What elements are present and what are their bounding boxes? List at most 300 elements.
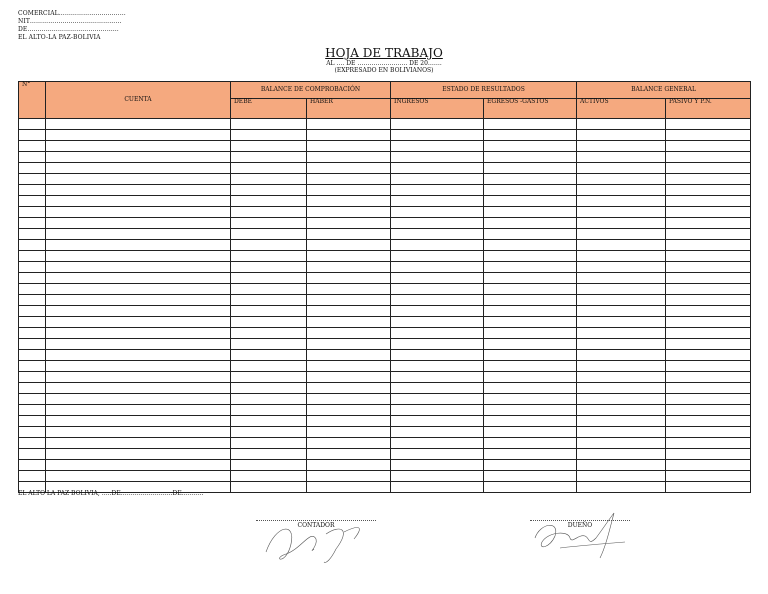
table-cell[interactable] bbox=[666, 438, 751, 449]
table-cell[interactable] bbox=[391, 284, 484, 295]
table-cell[interactable] bbox=[484, 207, 577, 218]
table-cell[interactable] bbox=[307, 262, 391, 273]
table-cell[interactable] bbox=[307, 273, 391, 284]
table-cell[interactable] bbox=[391, 372, 484, 383]
table-cell[interactable] bbox=[19, 372, 46, 383]
table-cell[interactable] bbox=[231, 317, 307, 328]
table-cell[interactable] bbox=[307, 295, 391, 306]
table-row bbox=[19, 174, 751, 185]
table-cell[interactable] bbox=[231, 460, 307, 471]
table-cell[interactable] bbox=[577, 251, 666, 262]
table-cell[interactable] bbox=[307, 372, 391, 383]
table-cell[interactable] bbox=[19, 328, 46, 339]
table-cell[interactable] bbox=[19, 152, 46, 163]
table-cell[interactable] bbox=[231, 185, 307, 196]
table-cell[interactable] bbox=[231, 306, 307, 317]
header-cuenta: CUENTA bbox=[46, 82, 231, 119]
table-cell[interactable] bbox=[307, 405, 391, 416]
table-cell[interactable] bbox=[307, 207, 391, 218]
table-cell[interactable] bbox=[391, 185, 484, 196]
table-cell[interactable] bbox=[391, 273, 484, 284]
table-cell[interactable] bbox=[19, 350, 46, 361]
table-cell[interactable] bbox=[46, 141, 231, 152]
table-row bbox=[19, 328, 751, 339]
table-cell[interactable] bbox=[577, 427, 666, 438]
table-cell[interactable] bbox=[46, 394, 231, 405]
table-cell[interactable] bbox=[484, 372, 577, 383]
table-cell[interactable] bbox=[577, 361, 666, 372]
table-cell[interactable] bbox=[231, 262, 307, 273]
table-cell[interactable] bbox=[307, 218, 391, 229]
table-cell[interactable] bbox=[19, 229, 46, 240]
table-cell[interactable] bbox=[307, 317, 391, 328]
table-cell[interactable] bbox=[19, 174, 46, 185]
table-cell[interactable] bbox=[19, 416, 46, 427]
table-cell[interactable] bbox=[46, 427, 231, 438]
table-cell[interactable] bbox=[484, 471, 577, 482]
table-row bbox=[19, 119, 751, 130]
table-cell[interactable] bbox=[391, 141, 484, 152]
table-cell[interactable] bbox=[484, 394, 577, 405]
table-cell[interactable] bbox=[231, 471, 307, 482]
table-cell[interactable] bbox=[484, 130, 577, 141]
table-cell[interactable] bbox=[577, 218, 666, 229]
table-cell[interactable] bbox=[666, 405, 751, 416]
table-cell[interactable] bbox=[484, 416, 577, 427]
table-cell[interactable] bbox=[307, 174, 391, 185]
table-cell[interactable] bbox=[391, 427, 484, 438]
table-cell[interactable] bbox=[307, 350, 391, 361]
table-cell[interactable] bbox=[19, 218, 46, 229]
table-cell[interactable] bbox=[46, 361, 231, 372]
table-cell[interactable] bbox=[666, 119, 751, 130]
table-cell[interactable] bbox=[231, 350, 307, 361]
table-cell[interactable] bbox=[484, 383, 577, 394]
table-cell[interactable] bbox=[484, 427, 577, 438]
table-cell[interactable] bbox=[307, 427, 391, 438]
table-cell[interactable] bbox=[231, 251, 307, 262]
table-cell[interactable] bbox=[666, 350, 751, 361]
table-cell[interactable] bbox=[666, 383, 751, 394]
table-cell[interactable] bbox=[46, 449, 231, 460]
table-cell[interactable] bbox=[231, 240, 307, 251]
page-title: HOJA DE TRABAJO bbox=[325, 46, 443, 60]
table-cell[interactable] bbox=[577, 295, 666, 306]
table-row bbox=[19, 460, 751, 471]
table-cell[interactable] bbox=[46, 295, 231, 306]
table-cell[interactable] bbox=[391, 196, 484, 207]
table-cell[interactable] bbox=[307, 130, 391, 141]
table-cell[interactable] bbox=[19, 141, 46, 152]
table-cell[interactable] bbox=[19, 163, 46, 174]
table-cell[interactable] bbox=[577, 460, 666, 471]
table-cell[interactable] bbox=[46, 306, 231, 317]
table-cell[interactable] bbox=[307, 460, 391, 471]
table-cell[interactable] bbox=[19, 207, 46, 218]
table-cell[interactable] bbox=[391, 339, 484, 350]
table-cell[interactable] bbox=[391, 240, 484, 251]
table-cell[interactable] bbox=[577, 449, 666, 460]
table-cell[interactable] bbox=[484, 405, 577, 416]
table-cell[interactable] bbox=[19, 185, 46, 196]
table-cell[interactable] bbox=[577, 306, 666, 317]
table-cell[interactable] bbox=[484, 273, 577, 284]
table-cell[interactable] bbox=[391, 471, 484, 482]
table-cell[interactable] bbox=[391, 482, 484, 493]
table-cell[interactable] bbox=[577, 328, 666, 339]
table-cell[interactable] bbox=[666, 284, 751, 295]
header-debe: DEBE bbox=[231, 99, 307, 119]
table-cell[interactable] bbox=[231, 174, 307, 185]
table-cell[interactable] bbox=[46, 174, 231, 185]
table-cell[interactable] bbox=[46, 196, 231, 207]
table-row bbox=[19, 130, 751, 141]
table-cell[interactable] bbox=[666, 141, 751, 152]
table-cell[interactable] bbox=[231, 141, 307, 152]
table-cell[interactable] bbox=[19, 306, 46, 317]
table-cell[interactable] bbox=[231, 207, 307, 218]
table-cell[interactable] bbox=[231, 482, 307, 493]
table-cell[interactable] bbox=[577, 141, 666, 152]
table-cell[interactable] bbox=[231, 218, 307, 229]
table-cell[interactable] bbox=[666, 471, 751, 482]
table-cell[interactable] bbox=[577, 350, 666, 361]
table-cell[interactable] bbox=[19, 119, 46, 130]
table-cell[interactable] bbox=[391, 361, 484, 372]
table-cell[interactable] bbox=[577, 438, 666, 449]
table-cell[interactable] bbox=[307, 284, 391, 295]
table-cell[interactable] bbox=[484, 119, 577, 130]
table-cell[interactable] bbox=[391, 460, 484, 471]
table-cell[interactable] bbox=[19, 295, 46, 306]
table-row bbox=[19, 372, 751, 383]
table-cell[interactable] bbox=[666, 262, 751, 273]
table-cell[interactable] bbox=[231, 119, 307, 130]
table-cell[interactable] bbox=[666, 306, 751, 317]
table-cell[interactable] bbox=[307, 416, 391, 427]
table-cell[interactable] bbox=[666, 416, 751, 427]
table-cell[interactable] bbox=[484, 482, 577, 493]
table-cell[interactable] bbox=[46, 372, 231, 383]
table-cell[interactable] bbox=[666, 361, 751, 372]
table-cell[interactable] bbox=[46, 185, 231, 196]
table-cell[interactable] bbox=[46, 262, 231, 273]
table-cell[interactable] bbox=[19, 449, 46, 460]
table-cell[interactable] bbox=[231, 229, 307, 240]
table-cell[interactable] bbox=[231, 339, 307, 350]
table-cell[interactable] bbox=[666, 273, 751, 284]
table-cell[interactable] bbox=[484, 174, 577, 185]
table-cell[interactable] bbox=[46, 328, 231, 339]
table-row bbox=[19, 295, 751, 306]
table-cell[interactable] bbox=[484, 163, 577, 174]
table-cell[interactable] bbox=[391, 229, 484, 240]
table-cell[interactable] bbox=[577, 174, 666, 185]
table-cell[interactable] bbox=[231, 361, 307, 372]
table-cell[interactable] bbox=[46, 207, 231, 218]
table-cell[interactable] bbox=[484, 141, 577, 152]
table-row bbox=[19, 152, 751, 163]
table-cell[interactable] bbox=[484, 284, 577, 295]
table-cell[interactable] bbox=[666, 152, 751, 163]
table-cell[interactable] bbox=[391, 416, 484, 427]
table-cell[interactable] bbox=[19, 284, 46, 295]
table-cell[interactable] bbox=[307, 482, 391, 493]
table-cell[interactable] bbox=[46, 383, 231, 394]
table-cell[interactable] bbox=[19, 273, 46, 284]
table-cell[interactable] bbox=[484, 152, 577, 163]
table-cell[interactable] bbox=[46, 229, 231, 240]
table-row bbox=[19, 339, 751, 350]
table-cell[interactable] bbox=[307, 361, 391, 372]
table-cell[interactable] bbox=[666, 218, 751, 229]
table-cell[interactable] bbox=[577, 471, 666, 482]
table-cell[interactable] bbox=[46, 130, 231, 141]
table-cell[interactable] bbox=[46, 416, 231, 427]
table-cell[interactable] bbox=[577, 394, 666, 405]
table-cell[interactable] bbox=[666, 174, 751, 185]
table-cell[interactable] bbox=[577, 130, 666, 141]
header-line-de: DE……………………………………… bbox=[18, 26, 119, 33]
table-row bbox=[19, 240, 751, 251]
table-cell[interactable] bbox=[19, 317, 46, 328]
table-cell[interactable] bbox=[391, 317, 484, 328]
table-cell[interactable] bbox=[19, 262, 46, 273]
table-cell[interactable] bbox=[391, 207, 484, 218]
table-cell[interactable] bbox=[307, 306, 391, 317]
table-cell[interactable] bbox=[577, 185, 666, 196]
table-cell[interactable] bbox=[391, 130, 484, 141]
table-cell[interactable] bbox=[391, 119, 484, 130]
table-cell[interactable] bbox=[577, 152, 666, 163]
table-cell[interactable] bbox=[577, 273, 666, 284]
table-cell[interactable] bbox=[577, 482, 666, 493]
table-cell[interactable] bbox=[46, 240, 231, 251]
table-cell[interactable] bbox=[666, 482, 751, 493]
table-cell[interactable] bbox=[577, 372, 666, 383]
table-cell[interactable] bbox=[46, 218, 231, 229]
table-cell[interactable] bbox=[19, 471, 46, 482]
table-cell[interactable] bbox=[46, 460, 231, 471]
header-no: N° bbox=[19, 82, 46, 119]
table-row bbox=[19, 449, 751, 460]
table-row bbox=[19, 361, 751, 372]
table-cell[interactable] bbox=[666, 339, 751, 350]
table-cell[interactable] bbox=[391, 328, 484, 339]
table-cell[interactable] bbox=[46, 438, 231, 449]
table-cell[interactable] bbox=[307, 383, 391, 394]
table-cell[interactable] bbox=[231, 152, 307, 163]
table-cell[interactable] bbox=[666, 251, 751, 262]
table-cell[interactable] bbox=[231, 163, 307, 174]
table-cell[interactable] bbox=[666, 317, 751, 328]
table-row bbox=[19, 141, 751, 152]
table-cell[interactable] bbox=[307, 141, 391, 152]
table-cell[interactable] bbox=[666, 394, 751, 405]
table-cell[interactable] bbox=[46, 317, 231, 328]
table-cell[interactable] bbox=[307, 328, 391, 339]
table-cell[interactable] bbox=[307, 163, 391, 174]
table-cell[interactable] bbox=[307, 339, 391, 350]
table-cell[interactable] bbox=[46, 273, 231, 284]
table-cell[interactable] bbox=[577, 284, 666, 295]
table-cell[interactable] bbox=[231, 427, 307, 438]
table-cell[interactable] bbox=[231, 449, 307, 460]
table-cell[interactable] bbox=[484, 361, 577, 372]
table-cell[interactable] bbox=[46, 284, 231, 295]
table-cell[interactable] bbox=[231, 196, 307, 207]
table-cell[interactable] bbox=[666, 240, 751, 251]
table-cell[interactable] bbox=[391, 394, 484, 405]
table-cell[interactable] bbox=[484, 262, 577, 273]
table-cell[interactable] bbox=[307, 251, 391, 262]
table-cell[interactable] bbox=[231, 295, 307, 306]
table-cell[interactable] bbox=[666, 427, 751, 438]
table-cell[interactable] bbox=[19, 460, 46, 471]
table-cell[interactable] bbox=[19, 405, 46, 416]
table-cell[interactable] bbox=[484, 196, 577, 207]
table-cell[interactable] bbox=[391, 218, 484, 229]
table-cell[interactable] bbox=[46, 339, 231, 350]
table-cell[interactable] bbox=[391, 295, 484, 306]
table-cell[interactable] bbox=[577, 383, 666, 394]
table-cell[interactable] bbox=[19, 394, 46, 405]
table-cell[interactable] bbox=[666, 229, 751, 240]
table-cell[interactable] bbox=[484, 229, 577, 240]
table-cell[interactable] bbox=[231, 383, 307, 394]
header-line-nit: NIT……………………………………… bbox=[18, 18, 122, 25]
table-cell[interactable] bbox=[391, 383, 484, 394]
table-cell[interactable] bbox=[19, 438, 46, 449]
table-cell[interactable] bbox=[484, 460, 577, 471]
table-cell[interactable] bbox=[484, 240, 577, 251]
table-cell[interactable] bbox=[307, 185, 391, 196]
table-cell[interactable] bbox=[19, 130, 46, 141]
table-cell[interactable] bbox=[666, 295, 751, 306]
table-cell[interactable] bbox=[577, 317, 666, 328]
table-cell[interactable] bbox=[666, 130, 751, 141]
table-cell[interactable] bbox=[19, 251, 46, 262]
table-cell[interactable] bbox=[19, 339, 46, 350]
table-cell[interactable] bbox=[307, 240, 391, 251]
table-cell[interactable] bbox=[46, 251, 231, 262]
table-row bbox=[19, 306, 751, 317]
table-cell[interactable] bbox=[666, 372, 751, 383]
table-cell[interactable] bbox=[666, 163, 751, 174]
table-cell[interactable] bbox=[231, 438, 307, 449]
header-balance-comprobacion: BALANCE DE COMPROBACIÓN bbox=[231, 82, 391, 99]
table-cell[interactable] bbox=[19, 427, 46, 438]
table-cell[interactable] bbox=[484, 438, 577, 449]
table-cell[interactable] bbox=[391, 262, 484, 273]
table-cell[interactable] bbox=[307, 119, 391, 130]
table-cell[interactable] bbox=[307, 196, 391, 207]
table-cell[interactable] bbox=[19, 383, 46, 394]
table-cell[interactable] bbox=[307, 438, 391, 449]
table-cell[interactable] bbox=[391, 251, 484, 262]
table-cell[interactable] bbox=[19, 240, 46, 251]
table-cell[interactable] bbox=[391, 163, 484, 174]
table-cell[interactable] bbox=[231, 394, 307, 405]
table-cell[interactable] bbox=[577, 119, 666, 130]
table-cell[interactable] bbox=[307, 152, 391, 163]
table-cell[interactable] bbox=[577, 262, 666, 273]
table-cell[interactable] bbox=[484, 449, 577, 460]
table-cell[interactable] bbox=[231, 284, 307, 295]
table-cell[interactable] bbox=[666, 460, 751, 471]
table-cell[interactable] bbox=[307, 229, 391, 240]
table-cell[interactable] bbox=[484, 328, 577, 339]
table-cell[interactable] bbox=[484, 218, 577, 229]
table-cell[interactable] bbox=[577, 405, 666, 416]
table-cell[interactable] bbox=[391, 405, 484, 416]
table-cell[interactable] bbox=[19, 196, 46, 207]
table-cell[interactable] bbox=[231, 372, 307, 383]
table-cell[interactable] bbox=[19, 361, 46, 372]
table-cell[interactable] bbox=[46, 119, 231, 130]
table-cell[interactable] bbox=[391, 152, 484, 163]
table-cell[interactable] bbox=[391, 306, 484, 317]
table-row bbox=[19, 207, 751, 218]
table-cell[interactable] bbox=[391, 449, 484, 460]
table-cell[interactable] bbox=[231, 416, 307, 427]
table-cell[interactable] bbox=[46, 152, 231, 163]
table-cell[interactable] bbox=[46, 163, 231, 174]
table-cell[interactable] bbox=[666, 196, 751, 207]
table-cell[interactable] bbox=[231, 130, 307, 141]
table-cell[interactable] bbox=[666, 328, 751, 339]
table-cell[interactable] bbox=[391, 438, 484, 449]
table-cell[interactable] bbox=[484, 295, 577, 306]
table-cell[interactable] bbox=[307, 394, 391, 405]
table-cell[interactable] bbox=[577, 196, 666, 207]
table-cell[interactable] bbox=[391, 174, 484, 185]
table-cell[interactable] bbox=[577, 339, 666, 350]
table-cell[interactable] bbox=[484, 185, 577, 196]
table-cell[interactable] bbox=[231, 273, 307, 284]
table-cell[interactable] bbox=[666, 449, 751, 460]
table-cell[interactable] bbox=[577, 163, 666, 174]
title-date-line: AL …. DE ……………………. DE 20……. bbox=[326, 60, 442, 67]
table-cell[interactable] bbox=[577, 207, 666, 218]
signature-dueno-block bbox=[530, 520, 630, 529]
table-cell[interactable] bbox=[577, 229, 666, 240]
table-cell[interactable] bbox=[484, 350, 577, 361]
table-cell[interactable] bbox=[577, 416, 666, 427]
table-cell[interactable] bbox=[666, 185, 751, 196]
table-row bbox=[19, 405, 751, 416]
header-ingresos: INGRESOS bbox=[391, 99, 484, 119]
table-cell[interactable] bbox=[307, 471, 391, 482]
table-cell[interactable] bbox=[391, 350, 484, 361]
table-cell[interactable] bbox=[46, 405, 231, 416]
signature-scribble-contador bbox=[256, 514, 376, 564]
table-cell[interactable] bbox=[484, 339, 577, 350]
table-cell[interactable] bbox=[46, 471, 231, 482]
signature-label-contador: CONTADOR bbox=[297, 522, 335, 529]
table-row bbox=[19, 471, 751, 482]
table-cell[interactable] bbox=[484, 306, 577, 317]
table-cell[interactable] bbox=[46, 350, 231, 361]
table-cell[interactable] bbox=[484, 251, 577, 262]
table-cell[interactable] bbox=[577, 240, 666, 251]
table-cell[interactable] bbox=[666, 207, 751, 218]
table-cell[interactable] bbox=[231, 405, 307, 416]
table-row bbox=[19, 273, 751, 284]
table-cell[interactable] bbox=[484, 317, 577, 328]
table-cell[interactable] bbox=[231, 328, 307, 339]
table-cell[interactable] bbox=[307, 449, 391, 460]
